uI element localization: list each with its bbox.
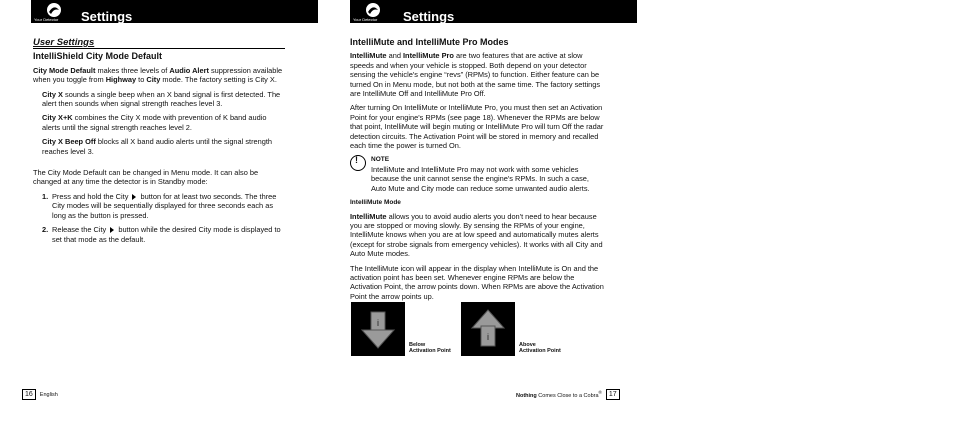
list-item: City X+K combines the City X mode with prevention of K band audio alerts until the signal strength reaches level 2. [42,113,267,132]
paragraph: The IntelliMute icon will appear in the display when IntelliMute is On and the activation point has been set. Whenever engine RPMs are below the Activation Point, the arrow points down. When RPMs are above the Activation Point the arrow points up. [350,263,604,301]
caption-above: Above Activation Point [519,342,561,354]
paragraph: IntelliMute allows you to avoid audio alerts you don't need to hear because you are stopped or moving slowly. By sensing the RPMs of your engine, IntelliMute knows when you are at low speed and automatically mutes alerts (except for strobe signals from emergency vehicles). It works with all City and Auto Mute modes. [350,211,603,259]
menu-paragraph: The City Mode Default can be changed in Menu mode. It can also be changed at any time the detector is in Standby mode: [33,168,259,187]
note-text: IntelliMute and IntelliMute Pro may not work with some vehicles because the unit cannot sense the engine's RPMs. In such a case, Auto Mute and City mode can reduce some unwanted audio alerts. [371,164,590,193]
page-number: 16 [22,389,36,400]
svg-text:i: i [487,332,489,342]
mini-heading: IntelliMute Mode [350,199,401,207]
page-header-left [31,0,318,23]
warning-icon [350,155,366,171]
note-heading: NOTE [371,156,390,164]
intellimute-up-image [461,302,515,356]
arrow-up-icon [461,302,515,356]
left-page-content [33,38,285,249]
triangle-button-icon [132,194,136,200]
page-header-right [350,0,637,23]
intro-paragraph: City Mode Default makes three levels of Audio Alert suppression available when you toggle from Highway to City mode. The factory setting is City X. [33,65,283,85]
footer-language: English [39,391,58,398]
subheading: IntelliMute and IntelliMute Pro Modes [350,37,509,47]
footer-left [22,389,58,400]
page-number: 17 [606,389,620,400]
header-tab: Your Detector [353,17,378,22]
footer-tagline: Nothing Comes Close to a Cobra® [516,390,602,399]
header-title: Settings [81,9,133,24]
caption-below: Below Activation Point [409,342,451,354]
step-item: 1. Press and hold the City button for at least two seconds. The three City modes will be sequentially displayed for three seconds each as long as the button is pressed. [42,191,277,220]
list-item: City X Beep Off blocks all X band audio alerts until the signal strength reaches level 3. [42,137,273,156]
right-page-content [350,38,605,306]
list-item: City X sounds a single beep when an X band signal is first detected. The alert then sounds when signal strength reaches level 3. [42,89,281,109]
intellimute-down-image [351,302,405,356]
header-title: Settings [403,9,455,24]
svg-text:i: i [377,318,379,328]
note-box [350,155,605,193]
paragraph: After turning On IntelliMute or IntelliMute Pro, you must then set an Activation Point for your engine's RPMs (see page 18). Whenever the RPMs are below that point, IntelliMute will begin muting or IntelliMute Pro will turn Off the radar detection circuits. The Activation Point will be stored in memory and recalled each time the power is turned On. [350,103,604,151]
footer-right [516,389,624,400]
section-heading: User Settings [33,38,285,49]
arrow-down-icon [351,302,405,356]
triangle-button-icon [110,227,114,233]
subheading: IntelliShield City Mode Default [33,51,163,62]
step-item: 2. Release the City button while the desired City mode is displayed to set that mode as the default. [42,225,281,244]
header-tab: Your Detector [34,17,59,22]
paragraph: IntelliMute and IntelliMute Pro are two features that are active at slow speeds and when your vehicle is stopped. Both depend on your detector sensing the vehicle's engine “revs” (RPMs) to function. Either feature can be turned On in Menu mode, but not both at the same time. The factory settings are IntelliMute Off and IntelliMute Pro Off. [350,51,601,99]
